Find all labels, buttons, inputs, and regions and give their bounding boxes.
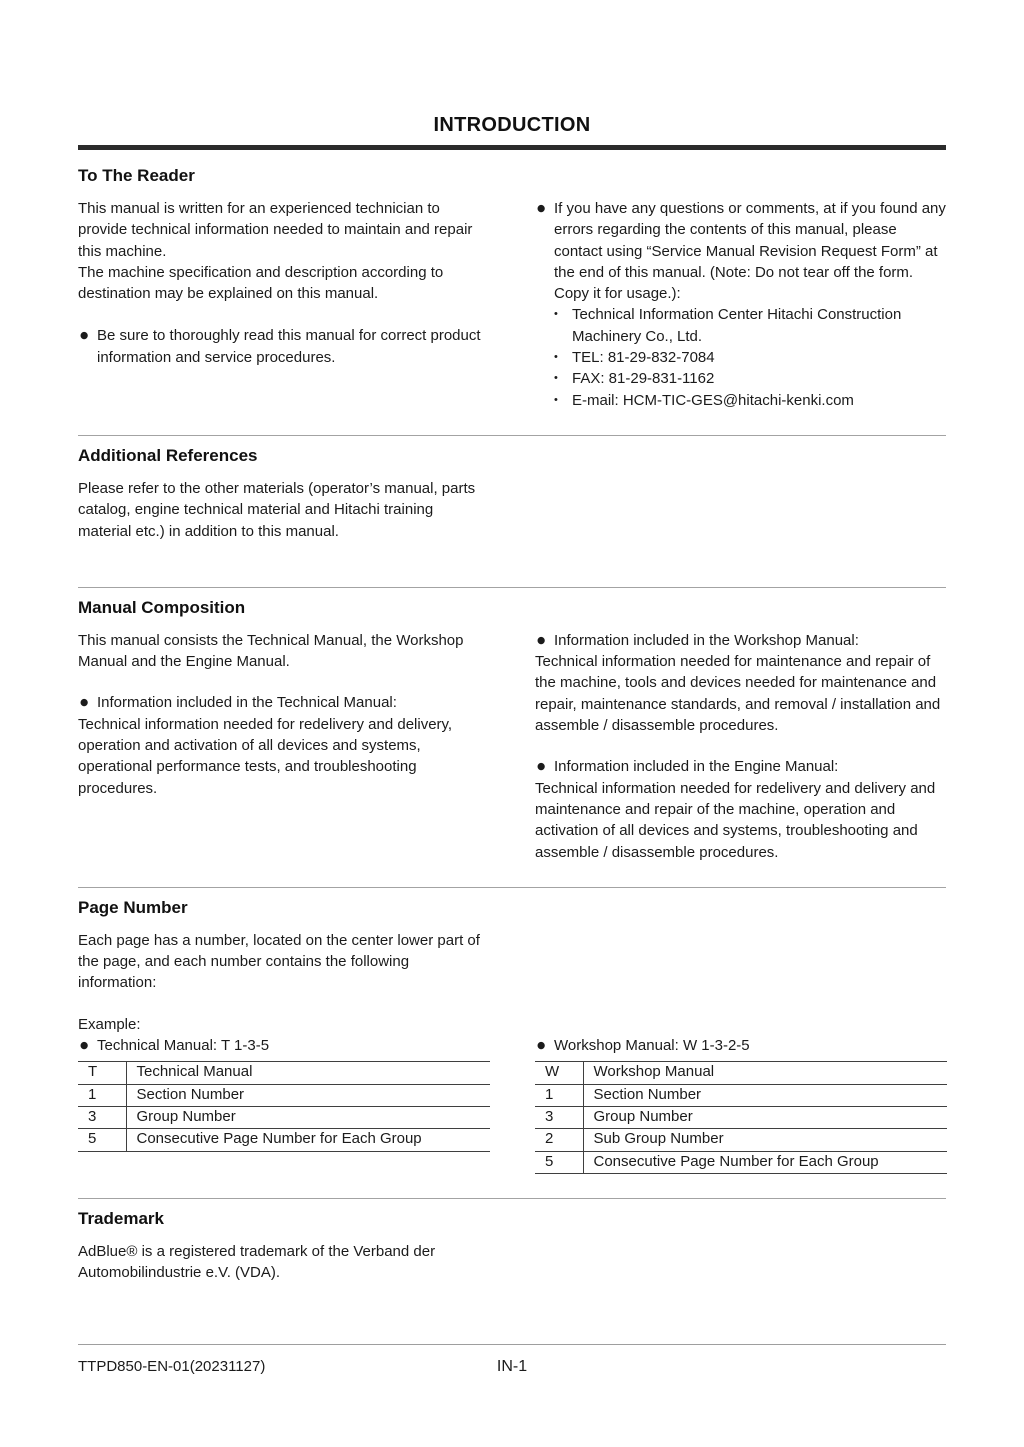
contact-line: Technical Information Center Hitachi Construction Machinery Co., Ltd. — [572, 306, 902, 345]
list-item — [554, 304, 947, 347]
table-cell-code: 1 — [78, 1084, 126, 1106]
technical-page-number-table — [78, 1061, 490, 1152]
two-column-layout — [78, 630, 946, 863]
bullet-item — [535, 630, 947, 651]
bullet-icon — [535, 198, 554, 304]
paragraph: The machine specification and description according to destination may be explained on this manual. — [78, 263, 444, 303]
section-divider — [78, 887, 946, 888]
bullet-text: Workshop Manual: W 1-3-2-5 — [554, 1036, 750, 1054]
contact-line: FAX: 81-29-831-1162 — [572, 370, 715, 388]
title-block — [78, 114, 946, 150]
left-column — [78, 478, 490, 542]
left-column — [78, 198, 490, 411]
bullet-item — [535, 756, 947, 777]
sub-bullet-icon — [554, 390, 568, 411]
bullet-icon — [535, 1035, 554, 1056]
table-cell-code: 5 — [535, 1151, 583, 1173]
table-cell-code: 5 — [78, 1129, 126, 1151]
sub-bullet-icon — [554, 347, 568, 368]
bullet-text: If you have any questions or comments, at if you found any errors regarding the contents of this manual, please contact using “Service Manual Revision Request Form” at the end of this manual. (Note: Do not tear off the form. Copy it for usage.): — [554, 200, 946, 303]
bullet-item — [78, 325, 490, 368]
title-rule — [78, 145, 946, 150]
right-column — [535, 630, 947, 863]
two-column-layout — [78, 198, 946, 411]
table-cell-desc: Workshop Manual — [583, 1062, 947, 1084]
table-row — [535, 1106, 947, 1128]
bullet-text: Be sure to thoroughly read this manual for correct product information and service procedures. — [97, 327, 481, 366]
section-to-the-reader — [78, 166, 946, 411]
left-column — [78, 630, 490, 863]
right-column — [535, 478, 947, 542]
contact-line: TEL: 81-29-832-7084 — [572, 349, 715, 367]
list-item — [554, 347, 947, 368]
sub-bullet-icon — [554, 304, 568, 347]
table-cell-code: 3 — [535, 1106, 583, 1128]
table-row — [535, 1062, 947, 1084]
table-row — [535, 1151, 947, 1173]
table-cell-desc: Section Number — [126, 1084, 490, 1106]
bullet-item — [535, 1035, 947, 1056]
table-row — [78, 1084, 490, 1106]
section-heading-additional-references: Additional References — [78, 445, 258, 465]
left-column — [78, 930, 490, 1174]
section-trademark — [78, 1209, 946, 1284]
two-column-layout — [78, 478, 946, 542]
manual-item-workshop — [535, 630, 947, 736]
manual-item-engine — [535, 756, 947, 862]
list-item — [554, 368, 947, 389]
table-cell-desc: Consecutive Page Number for Each Group — [126, 1129, 490, 1151]
table-cell-desc: Section Number — [583, 1084, 947, 1106]
section-divider — [78, 1198, 946, 1199]
table-cell-code: W — [535, 1062, 583, 1084]
table-row — [78, 1129, 490, 1151]
bullet-text: Technical Manual: T 1-3-5 — [97, 1037, 270, 1055]
table-cell-code: 3 — [78, 1107, 126, 1129]
table-row — [535, 1084, 947, 1106]
paragraph: This manual consists the Technical Manual, the Workshop Manual and the Engine Manual. — [78, 631, 464, 671]
paragraph: This manual is written for an experienced technician to provide technical information needed to maintain and repair this machine. — [78, 200, 473, 260]
section-additional-references — [78, 446, 946, 542]
table-cell-desc: Technical Manual — [126, 1062, 490, 1084]
bullet-icon — [78, 692, 97, 713]
list-item — [554, 390, 947, 411]
paragraph: Each page has a number, located on the center lower part of the page, and each number contains the following information: — [78, 931, 480, 992]
section-page-number — [78, 898, 946, 1174]
paragraph: Technical information needed for redelivery and delivery and maintenance and repair of the machine, operation and activation of all devices and systems, troubleshooting and assemble / disassemble procedures. — [535, 779, 936, 861]
manual-item-technical — [78, 692, 490, 798]
bullet-text: Information included in the Technical Manual: — [97, 694, 397, 712]
bullet-item — [535, 198, 947, 304]
table-cell-desc: Consecutive Page Number for Each Group — [583, 1151, 947, 1173]
paragraph: AdBlue® is a registered trademark of the Verband der Automobilindustrie e.V. (VDA). — [78, 1243, 436, 1282]
section-heading-to-the-reader: To The Reader — [78, 166, 195, 185]
section-manual-composition — [78, 598, 946, 863]
paragraph: Technical information needed for redelivery and delivery, operation and activation of all devices and systems, operational performance tests, and troubleshooting procedures. — [78, 715, 453, 797]
section-heading-manual-composition: Manual Composition — [78, 597, 246, 617]
table-cell-desc: Group Number — [583, 1106, 947, 1128]
table-row — [535, 1129, 947, 1151]
right-column — [535, 930, 947, 1174]
bullet-icon — [78, 325, 97, 368]
page-footer — [78, 1344, 946, 1375]
workshop-page-number-table — [535, 1061, 947, 1174]
paragraph: Please refer to the other materials (operator’s manual, parts catalog, engine technical material and Hitachi training material etc.) in addition to this manual. — [78, 479, 476, 540]
right-column — [535, 198, 947, 411]
section-heading-trademark: Trademark — [78, 1209, 164, 1229]
bullet-icon — [535, 756, 554, 777]
table-cell-code: 1 — [535, 1084, 583, 1106]
bullet-item — [78, 1035, 490, 1056]
two-column-layout — [78, 930, 946, 1174]
table-row — [78, 1107, 490, 1129]
bullet-icon — [535, 630, 554, 651]
section-heading-page-number: Page Number — [78, 897, 188, 917]
sub-bullet-icon — [554, 368, 568, 389]
footer-doc-code: TTPD850-EN-01(20231127) — [78, 1358, 266, 1375]
bullet-item — [78, 692, 490, 713]
footer-page-number: IN-1 — [496, 1358, 528, 1375]
bullet-text: Information included in the Workshop Manual: — [554, 631, 859, 649]
contact-line: E-mail: HCM-TIC-GES@hitachi-kenki.com — [572, 391, 854, 409]
page-title: INTRODUCTION — [433, 114, 591, 136]
paragraph: Technical information needed for maintenance and repair of the machine, tools and devices needed for maintenance and repair, maintenance standards, and removal / installation and assemble / disassemble procedures. — [535, 653, 941, 735]
table-row — [78, 1062, 490, 1084]
bullet-icon — [78, 1035, 97, 1056]
example-label: Example: — [78, 1015, 141, 1033]
bullet-text: Information included in the Engine Manual: — [554, 758, 839, 776]
section-divider — [78, 435, 946, 436]
section-divider — [78, 587, 946, 588]
table-cell-desc: Group Number — [126, 1107, 490, 1129]
table-cell-desc: Sub Group Number — [583, 1129, 947, 1151]
table-cell-code: T — [78, 1062, 126, 1084]
contact-list — [535, 304, 947, 410]
table-cell-code: 2 — [535, 1129, 583, 1151]
